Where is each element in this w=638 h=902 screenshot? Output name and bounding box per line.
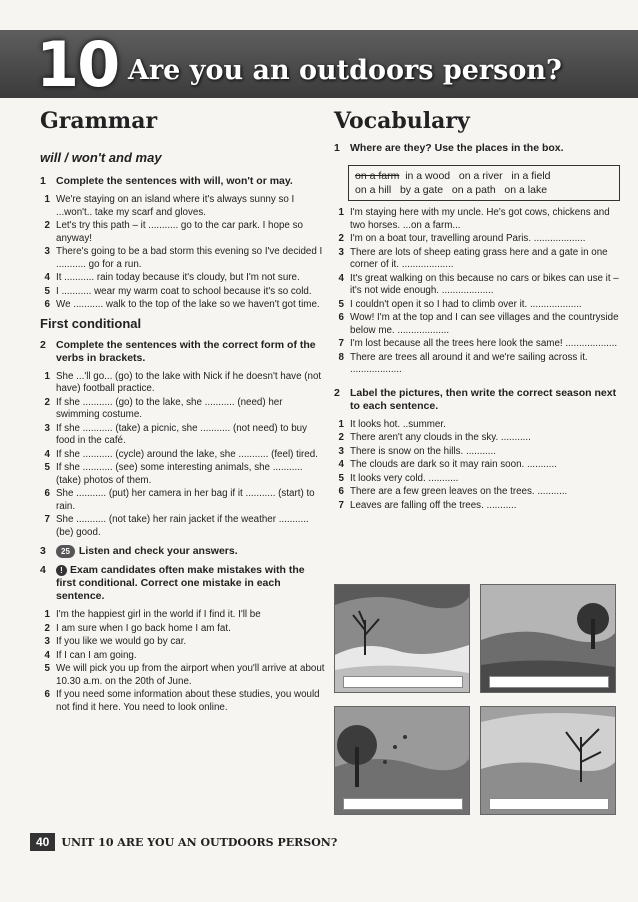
vocabulary-column	[334, 108, 620, 513]
task-instruction: Where are they? Use the places in the box.	[350, 142, 564, 154]
task-instruction: Exam candidates often make mistakes with the first conditional. Correct one mistake in each sentence.	[56, 564, 305, 602]
grammar-task-3: 3 25 Listen and check your answers.	[40, 545, 238, 557]
list-item: 4 The clouds are dark so it may rain soon. ...........	[338, 459, 557, 470]
page-number: 40	[30, 833, 55, 851]
audio-track-icon[interactable]: 25	[56, 545, 75, 558]
grammar-task-2: 2 Complete the sentences with the correct form of the verbs in brackets.	[40, 339, 325, 365]
list-item: 5 If she ........... (see) some interesting animals, she ........... (take) photos of them.	[44, 462, 303, 486]
answer-box[interactable]	[343, 798, 463, 810]
answer-box[interactable]	[489, 676, 609, 688]
picture-winter-landscape	[334, 584, 470, 693]
list-item: 1 It looks hot. ..summer.	[338, 418, 446, 430]
task-instruction: Listen and check your answers.	[78, 545, 238, 557]
list-item: 2 I am sure when I go back home I am fat.	[44, 622, 231, 634]
footer-unit-title: UNIT 10 ARE YOU AN OUTDOORS PERSON?	[61, 835, 338, 849]
list-item: 2 If she ........... (go) to the lake, she ........... (need) her swimming costume.	[44, 396, 283, 420]
grammar-subheading-first-conditional: First conditional	[40, 315, 142, 331]
season-pictures	[334, 584, 616, 814]
list-item: 2 Let's try this path – it ........... go to the car park. I hope so anyway!	[44, 220, 303, 244]
list-item: 7 I'm lost because all the trees here look the same! ...................	[338, 338, 618, 349]
page-footer	[30, 833, 337, 851]
list-item: 1 She ...'ll go... (go) to the lake with Nick if he doesn't have (not have) football practice.	[44, 370, 322, 394]
list-item: 6 She ........... (put) her camera in her bag if it ........... (start) to rain.	[44, 488, 315, 512]
list-item: 4 If she ........... (cycle) around the lake, she ........... (feel) tired.	[44, 448, 318, 460]
list-item: 4 It ........... rain today because it's cloudy, but I'm not sure.	[44, 272, 300, 283]
vocabulary-heading: Vocabulary	[334, 108, 470, 134]
struck-place: on a farm	[355, 170, 400, 182]
list-item: 7 Leaves are falling off the trees. ...........	[338, 499, 517, 511]
list-item: 3 There's going to be a bad storm this evening so I've decided I ........... go for a run.	[44, 246, 323, 270]
list-item: 6 We ........... walk to the top of the lake so we haven't got time.	[44, 299, 320, 310]
vocabulary-task-2-list	[334, 419, 620, 513]
task-instruction: Label the pictures, then write the correct season next to each sentence.	[350, 386, 617, 412]
list-item: 5 We will pick you up from the airport when you'll arrive at about 10.30 a.m. on the 20th of June.	[44, 663, 325, 687]
exam-tip-icon: !	[56, 565, 67, 576]
unit-title: Are you an outdoors person?	[128, 55, 562, 86]
unit-number: 10	[36, 28, 119, 101]
list-item: 3 There are lots of sheep eating grass here and a gate in one corner of it. ...................	[338, 246, 608, 270]
grammar-column	[40, 108, 325, 715]
grammar-task-2-list	[40, 371, 325, 540]
picture-summer-landscape	[480, 584, 616, 693]
vocabulary-task-1-list	[334, 207, 620, 377]
list-item: 1 I'm staying here with my uncle. He's got cows, chickens and two horses. ...on a farm...	[338, 207, 610, 231]
grammar-task-1-list	[40, 194, 325, 312]
list-item: 6 Wow! I'm at the top and I can see villages and the countryside below me. ...................	[338, 312, 619, 336]
list-item: 7 She ........... (not take) her rain jacket if the weather ........... (be) good.	[44, 514, 309, 538]
list-item: 5 I couldn't open it so I had to climb over it. ...................	[338, 298, 582, 310]
vocabulary-task-1: 1 Where are they? Use the places in the box.	[334, 142, 564, 154]
list-item: 4 If I can I am going.	[44, 649, 137, 661]
grammar-task-4-list	[40, 609, 325, 714]
task-instruction: Complete the sentences with will, won't or may.	[56, 175, 293, 187]
grammar-heading: Grammar	[40, 108, 158, 134]
list-item: 6 If you need some information about these studies, you would not find it here. You need to look online.	[44, 689, 320, 713]
list-item: 4 It's great walking on this because no cars or bikes can use it – it's not wide enough. ...................	[338, 272, 619, 296]
list-item: 2 I'm on a boat tour, travelling around Paris. ...................	[338, 233, 586, 244]
places-word-box: on a farm in a wood on a river in a field on a hill by a gate on a path on a lake	[348, 165, 620, 201]
list-item: 1 We're staying on an island where it's always sunny so I ...won't.. take my scarf and gloves.	[44, 194, 295, 218]
list-item: 8 There are trees all around it and we're sailing across it. ...................	[338, 351, 588, 375]
grammar-task-4: 4 ! Exam candidates often make mistakes with the first conditional. Correct one mistake in each sentence.	[40, 564, 305, 602]
grammar-subheading-will: will / won't and may	[40, 150, 162, 165]
list-item: 6 There are a few green leaves on the trees. ...........	[338, 486, 568, 497]
list-item: 3 If you like we would go by car.	[44, 636, 187, 647]
task-instruction: Complete the sentences with the correct form of the verbs in brackets.	[56, 338, 316, 364]
list-item: 3 If she ........... (take) a picnic, she ........... (not need) to buy food in the café.	[44, 422, 308, 446]
list-item: 1 I'm the happiest girl in the world if I find it. I'll be	[44, 609, 261, 620]
picture-autumn-landscape	[334, 706, 470, 815]
picture-spring-landscape	[480, 706, 616, 815]
vocabulary-task-2: 2 Label the pictures, then write the correct season next to each sentence.	[334, 387, 620, 413]
list-item: 5 It looks very cold. ...........	[338, 472, 459, 484]
answer-box[interactable]	[343, 676, 463, 688]
answer-box[interactable]	[489, 798, 609, 810]
grammar-task-1: 1 Complete the sentences with will, won't or may.	[40, 175, 293, 187]
list-item: 5 I ........... wear my warm coat to school because it's so cold.	[44, 285, 312, 297]
list-item: 3 There is snow on the hills. ...........	[338, 445, 496, 457]
list-item: 2 There aren't any clouds in the sky. ...........	[338, 432, 531, 443]
